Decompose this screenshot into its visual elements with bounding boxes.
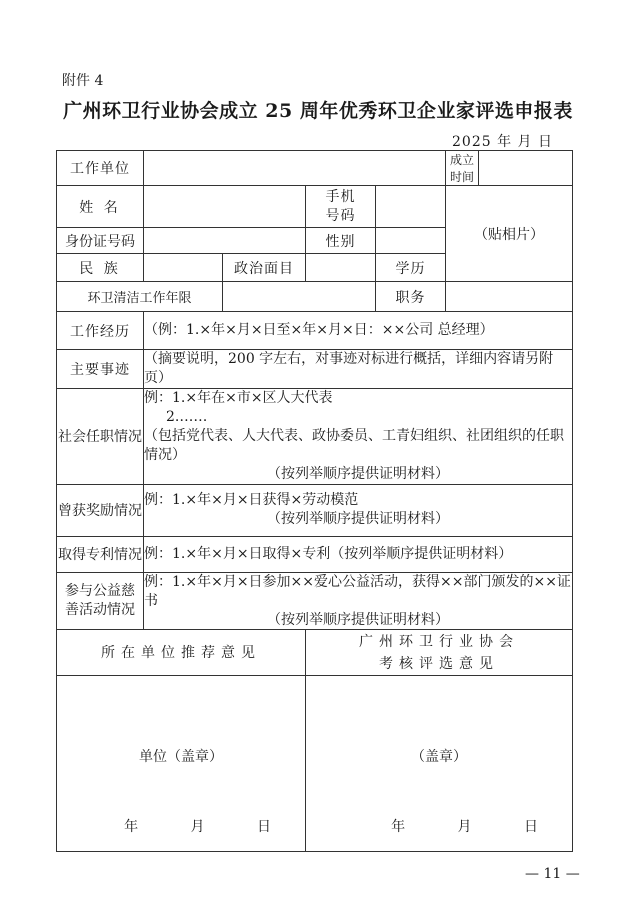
position-field[interactable] [446, 282, 573, 312]
ethnicity-label: 民 族 [57, 254, 144, 282]
charity-label: 参与公益慈善活动情况 [57, 572, 144, 630]
awards-label: 曾获奖励情况 [57, 484, 144, 536]
page-title: 广州环卫行业协会成立 25 周年优秀环卫企业家评选申报表 [63, 100, 573, 122]
political-status-field[interactable] [306, 254, 376, 282]
unit-opinion-area[interactable] [57, 676, 306, 852]
founded-field[interactable] [479, 151, 573, 186]
association-opinion-date: 年 月 日 [391, 819, 562, 836]
id-number-label: 身份证号码 [57, 228, 144, 254]
association-opinion-title-line-2: 考核评选意见 [379, 655, 499, 672]
gender-field[interactable] [376, 228, 446, 254]
social-positions-label: 社会任职情况 [57, 388, 144, 484]
id-number-field[interactable] [144, 228, 306, 254]
association-opinion-title [306, 630, 573, 676]
gender-label: 性别 [306, 228, 376, 254]
main-deeds-hint: （摘要说明，200 字左右，对事迹对标进行概括，详细内容请另附页） [144, 351, 554, 386]
mobile-label: 手机号码 [306, 186, 376, 228]
unit-stamp-label: 单位（盖章） [139, 749, 223, 766]
association-opinion-area[interactable] [306, 676, 573, 852]
name-field[interactable] [144, 186, 306, 228]
unit-opinion-date: 年 月 日 [124, 819, 295, 836]
education-label: 学历 [376, 254, 446, 282]
charity-field[interactable] [144, 572, 573, 630]
association-opinion-title-line-1: 广州环卫行业协会 [359, 633, 519, 650]
social-hint-line-2: 2.…… [166, 408, 208, 425]
work-years-field[interactable] [223, 282, 376, 312]
awards-hint-line-1: 例：1.×年×月×日获得×劳动模范 [144, 492, 359, 509]
position-label: 职务 [376, 282, 446, 312]
social-hint-line-1: 例：1.×年在×市×区人大代表 [144, 390, 333, 407]
main-deeds-label: 主要事迹 [57, 350, 144, 389]
form-date: 2025 年 月 日 [452, 134, 553, 150]
application-form [56, 150, 573, 852]
ethnicity-field[interactable] [144, 254, 223, 282]
patents-label: 取得专利情况 [57, 536, 144, 572]
work-experience-field[interactable] [144, 312, 573, 350]
social-hint-line-4: （按列举顺序提供证明材料） [267, 465, 449, 482]
attachment-label: 附件 4 [62, 73, 104, 89]
work-experience-hint: （例：1.×年×月×日至×年×月×日：××公司 总经理） [144, 322, 494, 339]
name-label: 姓 名 [57, 186, 144, 228]
work-unit-field[interactable] [144, 151, 446, 186]
work-unit-label: 工作单位 [57, 151, 144, 186]
work-experience-label: 工作经历 [57, 312, 144, 350]
association-stamp-label: （盖章） [411, 749, 467, 766]
page-number: — 11 — [525, 866, 580, 882]
photo-placeholder[interactable]: （贴相片） [446, 186, 573, 282]
charity-hint-line-2: （按列举顺序提供证明材料） [267, 611, 449, 628]
awards-field[interactable] [144, 484, 573, 536]
work-years-label: 环卫清洁工作年限 [57, 282, 223, 312]
social-hint-line-3: （包括党代表、人大代表、政协委员、工青妇组织、社团组织的任职情况） [144, 427, 564, 463]
political-status-label: 政治面目 [223, 254, 306, 282]
awards-hint-line-2: （按列举顺序提供证明材料） [267, 511, 449, 528]
founded-label: 成立时间 [446, 151, 479, 186]
patents-hint: 例：1.×年×月×日取得×专利（按列举顺序提供证明材料） [144, 545, 513, 562]
social-positions-field[interactable] [144, 388, 573, 484]
patents-field[interactable] [144, 536, 573, 572]
unit-opinion-title: 所在单位推荐意见 [57, 630, 306, 676]
mobile-field[interactable] [376, 186, 446, 228]
main-deeds-field[interactable] [144, 350, 573, 389]
charity-hint-line-1: 例：1.×年×月×日参加××爱心公益活动，获得××部门颁发的××证书 [144, 573, 571, 609]
